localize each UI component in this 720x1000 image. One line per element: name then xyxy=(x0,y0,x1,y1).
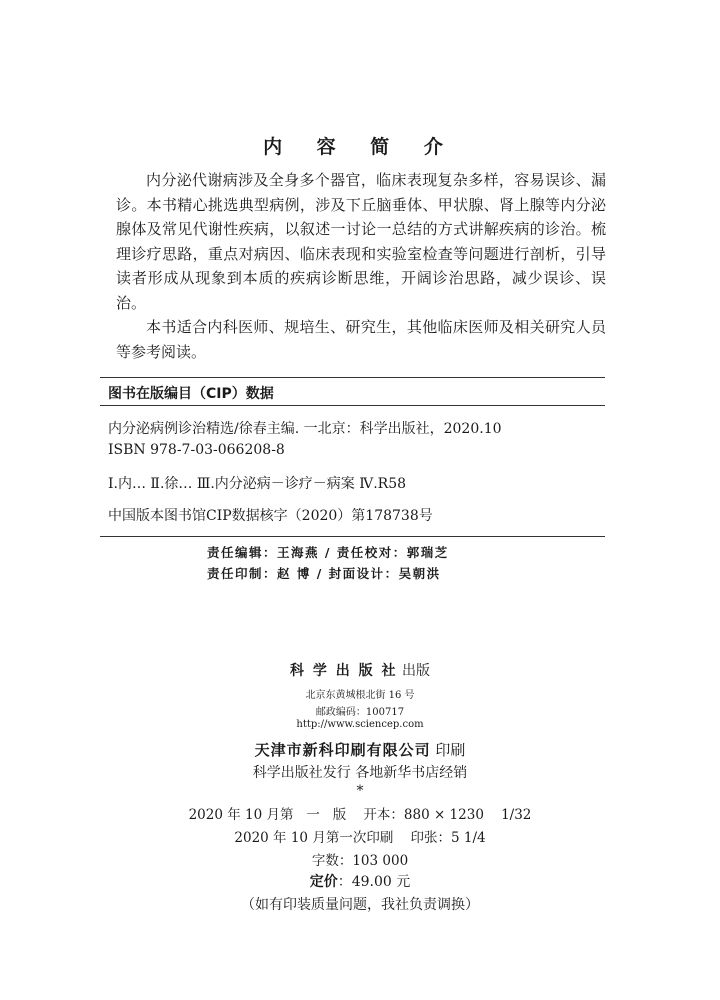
cip-header-rule xyxy=(100,405,605,406)
cip-header: 图书在版编目（CIP）数据 xyxy=(108,386,274,402)
publisher-postcode: 邮政编码：100717 xyxy=(315,707,405,718)
distribution-line: 科学出版社发行 各地新华书店经销 xyxy=(252,765,468,781)
printer-name: 天津市新科印刷有限公司 xyxy=(254,741,431,759)
page-title: 内 容 简 介 xyxy=(263,136,457,158)
quality-notice: （如有印装质量问题，我社负责调换） xyxy=(241,897,479,913)
credits-production: 责任印制：赵 博 / 封面设计：吴朝洪 xyxy=(207,566,441,581)
word-count: 字数：103 000 xyxy=(311,853,409,869)
cip-top-rule xyxy=(100,377,605,378)
cip-catalog-number: 中国版本图书馆CIP数据核字（2020）第178738号 xyxy=(108,508,433,524)
separator-star: * xyxy=(356,783,364,799)
printing-line: 2020 年 10 月第一次印刷 印张：5 1/4 xyxy=(234,830,486,846)
price-label: 定价 xyxy=(309,874,338,890)
intro-section xyxy=(116,168,606,364)
price-value: ：49.00 元 xyxy=(337,874,411,890)
credits-editors: 责任编辑：王海燕 / 责任校对：郭瑞芝 xyxy=(207,545,449,560)
publisher-line xyxy=(0,660,720,680)
printer-line xyxy=(0,739,720,760)
cip-bottom-rule xyxy=(100,536,605,537)
publisher-url: http://www.sciencep.com xyxy=(296,719,424,730)
publisher-address: 北京东黄城根北街 16 号 xyxy=(305,690,415,701)
publisher-suffix: 出版 xyxy=(401,663,430,679)
cip-isbn: ISBN 978-7-03-066208-8 xyxy=(108,442,285,458)
edition-line: 2020 年 10 月第 一 版 开本：880 × 1230 1/32 xyxy=(188,807,532,823)
cip-record: 内分泌病例诊治精选/徐春主编. 一北京：科学出版社，2020.10 xyxy=(108,421,502,437)
intro-paragraph: 本书适合内科医师、规培生、研究生，其他临床医师及相关研究人员等参考阅读。 xyxy=(116,318,606,361)
intro-paragraph: 内分泌代谢病涉及全身多个器官，临床表现复杂多样，容易误诊、漏诊。本书精心挑选典型病例，涉及下丘脑垂体、甲状腺、肾上腺等内分泌腺体及常见代谢性疾病，以叙述一讨论一总结的方式讲解疾病的诊治。梳理诊疗思路，重点对病因、临床表现和实验室检查等问题进行剖析，引导读者形成从现象到本质的疾病诊断思维，开阔诊治思路，减少误诊、误治。 xyxy=(116,171,606,312)
publisher-name: 科 学 出 版 社 xyxy=(290,663,398,679)
printer-suffix: 印刷 xyxy=(435,741,466,759)
cip-classification: Ⅰ.内… Ⅱ.徐… Ⅲ.内分泌病－诊疗－病案 Ⅳ.R58 xyxy=(108,476,407,492)
price-line xyxy=(0,871,720,891)
